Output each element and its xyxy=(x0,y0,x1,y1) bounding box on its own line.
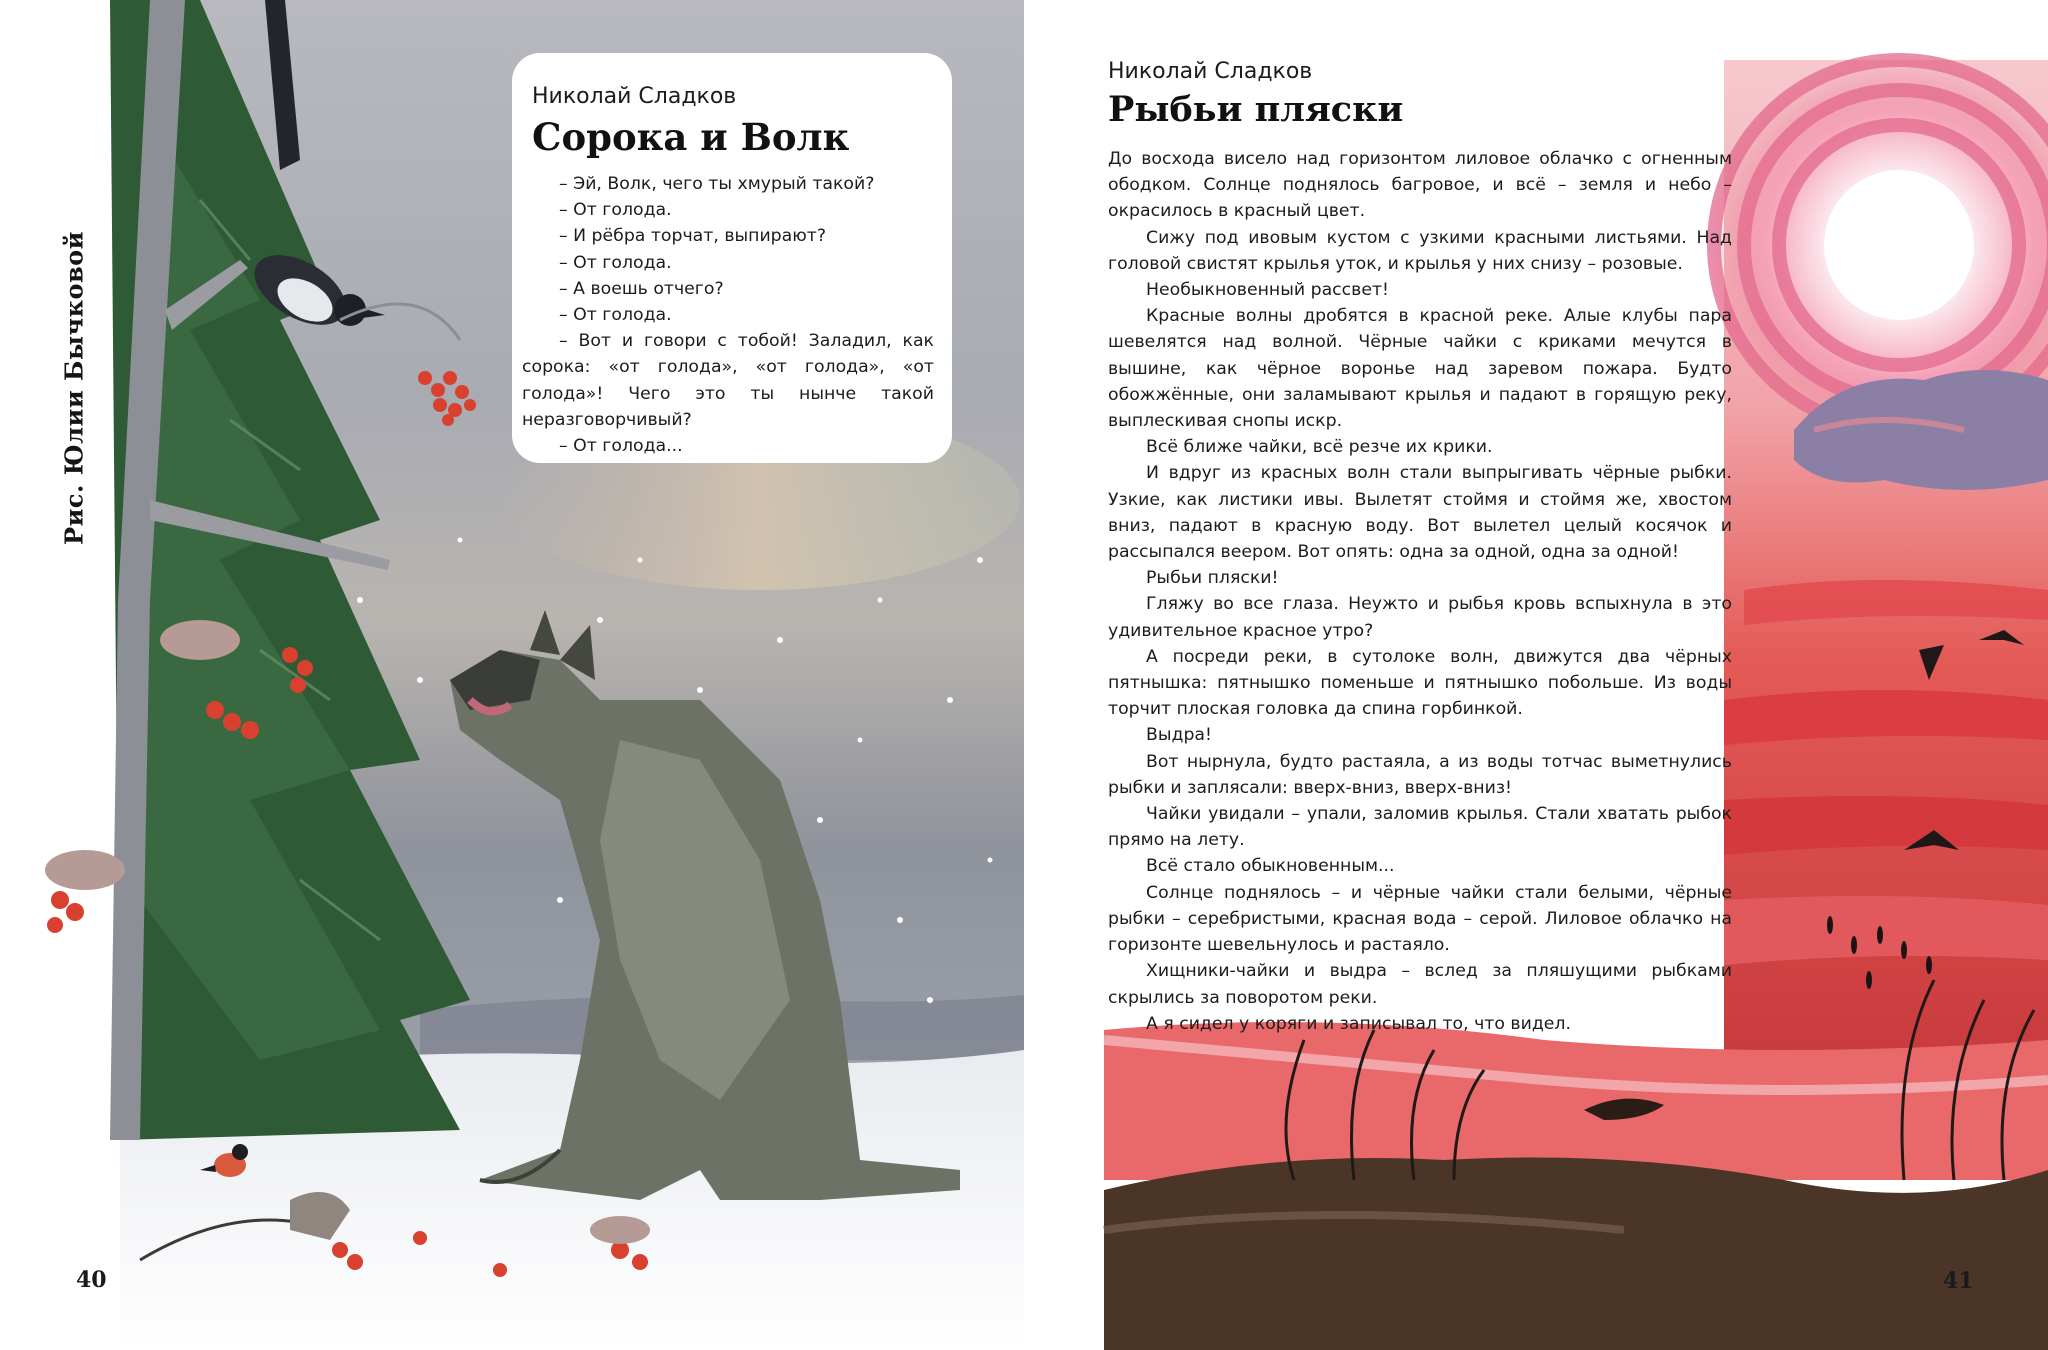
author-name: Николай Сладков xyxy=(1108,59,1313,84)
paragraph: Всё стало обыкновенным... xyxy=(1146,856,1395,877)
page-number: 41 xyxy=(1943,1268,1974,1294)
paragraph: – Эй, Волк, чего ты хмурый такой? xyxy=(559,174,875,194)
paragraph: – От голода. xyxy=(559,200,672,221)
paragraph: Красные волны дробятся в красной реке. Алые клубы пара шевелятся над волной. Чёрные чайки с криками мечутся в вышине, как чёрное воронье над заревом пожара. Будто обожжённые, они заламывают крылья и падают в горящую реку, выплескивая снопы искр. xyxy=(1108,306,1732,432)
story-title: Рыбьи пляски xyxy=(1108,89,1404,130)
paragraph: – От голода... xyxy=(559,436,683,457)
paragraph: – От голода. xyxy=(559,252,672,273)
paragraph: И вдруг из красных волн стали выпрыгивать чёрные рыбки. Узкие, как листики ивы. Вылетят стоймя и стоймя же, хвостом вниз, падают в красную воду. Вот вылетел целый косячок и рассыпался веером. Вот опять: одна за одной, одна за одной! xyxy=(1108,463,1732,563)
paragraph: Выдра! xyxy=(1146,725,1212,746)
paragraph: А я сидел у коряги и записывал то, что видел. xyxy=(1146,1013,1571,1034)
right-page xyxy=(1024,0,2048,1350)
paragraph: – Вот и говори с тобой! Заладил, как сорока: «от голода», «от голода», «от голода»! Чего это ты нынче такой неразговорчивый? xyxy=(522,331,934,430)
paragraph: Всё ближе чайки, всё резче их крики. xyxy=(1146,437,1493,458)
paragraph: – И рёбра торчат, выпирают? xyxy=(559,226,827,247)
paragraph: Вот нырнула, будто растаяла, а из воды тотчас выметнулись рыбки и заплясали: вверх-вниз, вверх-вниз! xyxy=(1108,751,1732,798)
paragraph: – От голода. xyxy=(559,305,672,326)
paragraph: Хищники-чайки и выдра – вслед за пляшущими рыбками скрылись за поворотом реки. xyxy=(1108,961,1732,1008)
paragraph: Гляжу во все глаза. Неужто и рыбья кровь вспыхнула в это удивительное красное утро? xyxy=(1108,594,1732,641)
paragraph: Необыкновенный рассвет! xyxy=(1146,280,1389,301)
sun-center xyxy=(1824,170,1974,320)
illustration-credit: Рис. Юлии Бычковой xyxy=(59,231,89,545)
shore xyxy=(1104,1158,2048,1350)
paragraph: Солнце поднялось – и чёрные чайки стали белыми, чёрные рыбки – серебристыми, красная вода – серой. Лиловое облачко на горизонте шевельнулось и растаяло. xyxy=(1108,882,1732,956)
paragraph: – А воешь отчего? xyxy=(559,278,724,299)
dialog-text xyxy=(522,171,934,459)
story-card xyxy=(512,53,952,463)
story-text xyxy=(1108,58,1732,1037)
page-number: 40 xyxy=(76,1267,107,1293)
author-name: Николай Сладков xyxy=(532,84,737,109)
paragraph: Рыбьи пляски! xyxy=(1146,568,1279,589)
paragraph: А посреди реки, в сутолоке волн, движутся два чёрных пятнышка: пятнышко поменьше и пятнышко побольше. Из воды торчит плоская головка да спина горбинкой. xyxy=(1108,646,1732,720)
paragraph: До восхода висело над горизонтом лиловое облачко с огненным ободком. Солнце поднялось багровое, и всё – земля и небо – окрасилось в красный цвет. xyxy=(1108,149,1732,222)
paragraph: Чайки увидали – упали, заломив крылья. Стали хватать рыбок прямо на лету. xyxy=(1108,804,1732,851)
paragraph: Сижу под ивовым кустом с узкими красными листьями. Над головой свистят крылья уток, и крылья у них снизу – розовые. xyxy=(1108,227,1732,274)
story-title: Сорока и Волк xyxy=(532,115,850,159)
